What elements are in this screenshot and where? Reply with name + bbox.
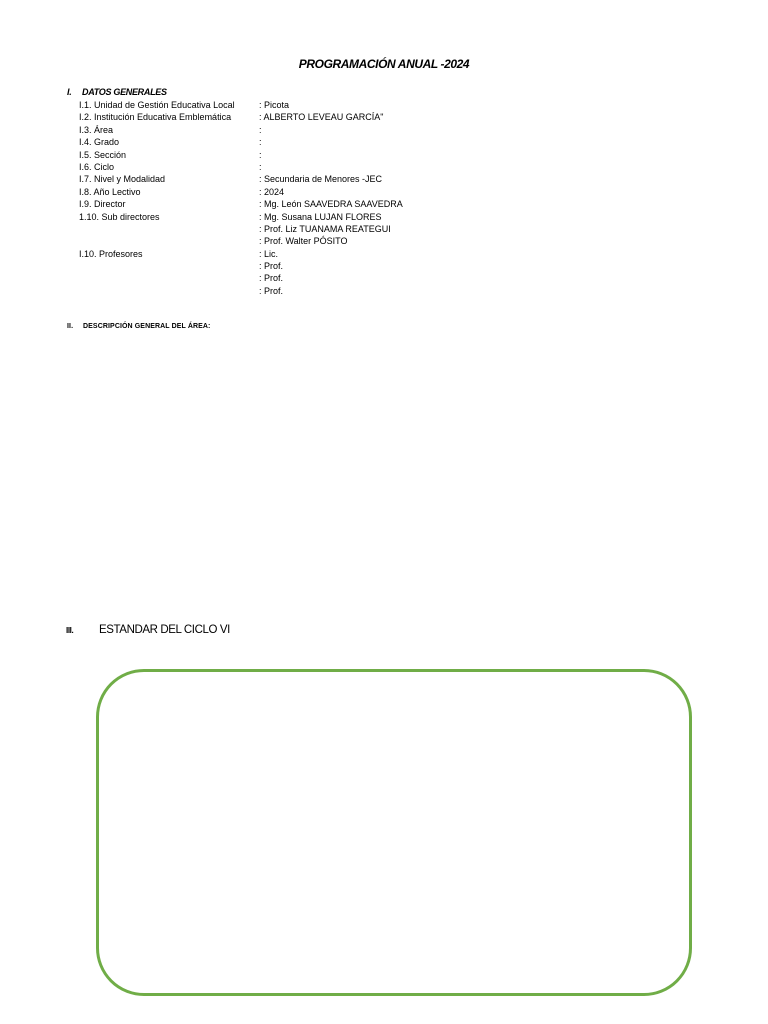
data-row-value: : Mg. León SAAVEDRA SAAVEDRA <box>259 199 403 210</box>
data-row-value: : Lic. <box>259 248 279 259</box>
data-row-value: : Prof. <box>259 261 284 272</box>
data-row-value: : Prof. Walter PÓSITO <box>259 236 348 247</box>
section-3-heading <box>66 624 230 636</box>
data-row-value: : <box>259 137 262 148</box>
data-row-label: I.7. Nivel y Modalidad <box>79 174 166 185</box>
data-row-value: : Mg. Susana LUJAN FLORES <box>259 211 382 222</box>
section-1-heading <box>67 87 167 97</box>
data-row-label: I.9. Director <box>79 199 126 210</box>
data-row-label: I.5. Sección <box>79 149 127 160</box>
data-row-value: : 2024 <box>259 186 285 197</box>
section-2-number: II. <box>67 323 74 330</box>
section-2-title: DESCRIPCIÓN GENERAL DEL ÁREA: <box>83 323 211 330</box>
section-1-number: I. <box>67 87 72 97</box>
data-row-label: I.2. Institución Educativa Emblemática <box>79 112 232 123</box>
data-row-value: : <box>259 161 262 172</box>
section-2-heading <box>67 323 211 330</box>
data-row-label: I.1. Unidad de Gestión Educativa Local <box>79 100 235 110</box>
data-row-label: I.3. Área <box>79 124 114 135</box>
section-1-title: DATOS GENERALES <box>82 87 167 97</box>
section-3-title: ESTANDAR DEL CICLO VI <box>99 624 230 636</box>
data-row-value: : Secundaria de Menores -JEC <box>259 174 383 185</box>
data-row-label: I.4. Grado <box>79 137 120 148</box>
section-3-number: III. <box>66 626 74 635</box>
data-row-value: : Picota <box>259 100 290 110</box>
document-title: PROGRAMACIÓN ANUAL -2024 <box>298 57 470 71</box>
data-row-value: : <box>259 149 262 160</box>
data-row-value: : Prof. Liz TUANAMA REATEGUI <box>259 223 391 234</box>
data-row-label: I.10. Profesores <box>79 248 143 259</box>
standard-box <box>96 669 692 996</box>
data-row-value: : Prof. <box>259 273 284 284</box>
data-row-value: : <box>259 124 262 135</box>
data-row-label: I.6. Ciclo <box>79 161 115 172</box>
data-row-label: I.8. Año Lectivo <box>79 186 141 197</box>
data-row-value: : ALBERTO LEVEAU GARCÍA" <box>259 112 384 123</box>
data-row-value: : Prof. <box>259 285 284 296</box>
data-row-label: 1.10. Sub directores <box>79 211 160 222</box>
